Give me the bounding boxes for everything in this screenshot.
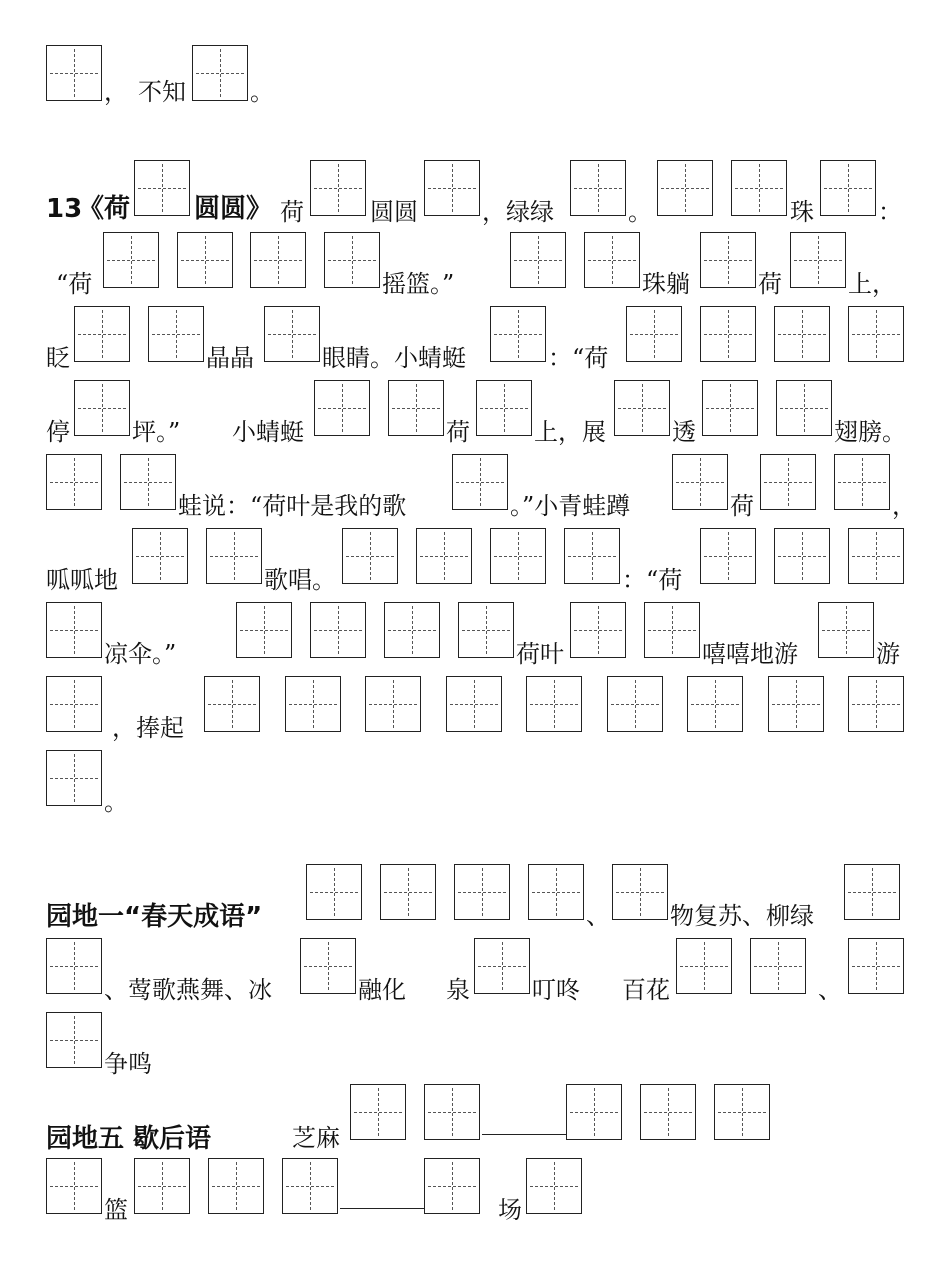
text: 荷叶: [516, 640, 564, 668]
writing-box[interactable]: [310, 602, 366, 658]
text: 游: [876, 640, 900, 668]
text: 、: [586, 902, 610, 930]
writing-box[interactable]: [818, 602, 874, 658]
text: ，捧起: [112, 714, 184, 742]
writing-box[interactable]: [208, 1158, 264, 1214]
writing-box[interactable]: [46, 1158, 102, 1214]
text: 百花: [622, 976, 670, 1004]
text: 叮咚: [532, 976, 580, 1004]
writing-box[interactable]: [526, 1158, 582, 1214]
text: 。: [628, 198, 652, 226]
text: ，: [104, 78, 128, 106]
writing-box[interactable]: [206, 528, 262, 584]
text: ：: [878, 198, 902, 226]
writing-box[interactable]: [687, 676, 743, 732]
writing-box[interactable]: [134, 1158, 190, 1214]
text: 争鸣: [104, 1050, 152, 1078]
writing-box[interactable]: [282, 1158, 338, 1214]
writing-box[interactable]: [324, 232, 380, 288]
section-heading: 园地一“春天成语”: [46, 902, 263, 932]
text: ：“荷: [622, 566, 683, 594]
writing-box[interactable]: [424, 1084, 480, 1140]
writing-box[interactable]: [458, 602, 514, 658]
text: 篮: [104, 1196, 128, 1224]
text: 上，: [848, 270, 896, 298]
writing-box[interactable]: [700, 232, 756, 288]
writing-box[interactable]: [848, 938, 904, 994]
writing-box[interactable]: [820, 160, 876, 216]
writing-box[interactable]: [424, 160, 480, 216]
writing-box[interactable]: [192, 45, 248, 101]
text: 凉伞。”: [104, 640, 177, 668]
writing-box[interactable]: [46, 454, 102, 510]
writing-box[interactable]: [314, 380, 370, 436]
writing-box[interactable]: [380, 864, 436, 920]
writing-box[interactable]: [236, 602, 292, 658]
writing-box[interactable]: [607, 676, 663, 732]
text: 荷: [446, 418, 470, 446]
writing-box[interactable]: [365, 676, 421, 732]
writing-box[interactable]: [120, 454, 176, 510]
connector-line: [482, 1134, 566, 1135]
writing-box[interactable]: [614, 380, 670, 436]
writing-box[interactable]: [570, 602, 626, 658]
writing-box[interactable]: [848, 528, 904, 584]
text: 不知: [138, 78, 186, 106]
writing-box[interactable]: [676, 938, 732, 994]
writing-box[interactable]: [490, 528, 546, 584]
text: ，: [892, 492, 916, 520]
writing-box[interactable]: [476, 380, 532, 436]
writing-box[interactable]: [768, 676, 824, 732]
writing-box[interactable]: [640, 1084, 696, 1140]
writing-box[interactable]: [510, 232, 566, 288]
text: 晶晶: [206, 344, 254, 372]
writing-box[interactable]: [454, 864, 510, 920]
writing-box[interactable]: [264, 306, 320, 362]
writing-box[interactable]: [528, 864, 584, 920]
writing-box[interactable]: [490, 306, 546, 362]
text: 眼睛。小蜻蜓: [322, 344, 466, 372]
writing-box[interactable]: [702, 380, 758, 436]
text: 物复苏、柳绿: [670, 902, 814, 930]
text: 上，展: [534, 418, 606, 446]
text: 。: [250, 78, 274, 106]
lesson-title-open: 《荷: [78, 194, 131, 224]
writing-box[interactable]: [300, 938, 356, 994]
writing-box[interactable]: [452, 454, 508, 510]
writing-box[interactable]: [134, 160, 190, 216]
connector-line: [340, 1208, 424, 1209]
text: 珠躺: [642, 270, 690, 298]
writing-box[interactable]: [306, 864, 362, 920]
text: 圆圆: [370, 198, 418, 226]
text: 停: [46, 418, 70, 446]
lesson-number: 13: [46, 194, 83, 224]
writing-box[interactable]: [74, 306, 130, 362]
writing-box[interactable]: [46, 1012, 102, 1068]
writing-box[interactable]: [46, 938, 102, 994]
writing-box[interactable]: [46, 750, 102, 806]
writing-box[interactable]: [474, 938, 530, 994]
text: “荷: [56, 270, 93, 298]
writing-box[interactable]: [848, 676, 904, 732]
text: 、: [818, 976, 842, 1004]
writing-box[interactable]: [700, 528, 756, 584]
text: ：“荷: [548, 344, 609, 372]
writing-box[interactable]: [776, 380, 832, 436]
writing-box[interactable]: [46, 676, 102, 732]
writing-box[interactable]: [384, 602, 440, 658]
writing-box[interactable]: [731, 160, 787, 216]
writing-box[interactable]: [177, 232, 233, 288]
writing-box[interactable]: [250, 232, 306, 288]
text: 眨: [46, 344, 70, 372]
text: 摇篮。”: [382, 270, 455, 298]
writing-box[interactable]: [74, 380, 130, 436]
text: 小蜻蜓: [232, 418, 304, 446]
writing-box[interactable]: [584, 232, 640, 288]
writing-box[interactable]: [844, 864, 900, 920]
text: 、莺歌燕舞、冰: [104, 976, 272, 1004]
writing-box[interactable]: [644, 602, 700, 658]
writing-box[interactable]: [626, 306, 682, 362]
text: 坪。”: [132, 418, 181, 446]
writing-box[interactable]: [790, 232, 846, 288]
writing-box[interactable]: [148, 306, 204, 362]
text: 珠: [790, 198, 814, 226]
text: 融化: [358, 976, 406, 1004]
writing-box[interactable]: [714, 1084, 770, 1140]
writing-box[interactable]: [204, 676, 260, 732]
writing-box[interactable]: [46, 602, 102, 658]
writing-box[interactable]: [342, 528, 398, 584]
text: 呱呱地: [46, 566, 118, 594]
writing-box[interactable]: [446, 676, 502, 732]
writing-box[interactable]: [834, 454, 890, 510]
text: 。: [104, 788, 128, 816]
writing-box[interactable]: [424, 1158, 480, 1214]
writing-box[interactable]: [132, 528, 188, 584]
writing-box[interactable]: [310, 160, 366, 216]
text: 荷: [758, 270, 782, 298]
writing-box[interactable]: [526, 676, 582, 732]
text: 场: [498, 1196, 522, 1224]
writing-box[interactable]: [700, 306, 756, 362]
writing-box[interactable]: [564, 528, 620, 584]
section-heading: 园地五 歇后语: [46, 1124, 212, 1154]
text: 透: [672, 418, 696, 446]
writing-box[interactable]: [416, 528, 472, 584]
text: 嘻嘻地游: [702, 640, 798, 668]
writing-box[interactable]: [103, 232, 159, 288]
writing-box[interactable]: [760, 454, 816, 510]
writing-box[interactable]: [657, 160, 713, 216]
text: 歌唱。: [264, 566, 336, 594]
text: 芝麻: [292, 1124, 340, 1152]
writing-box[interactable]: [848, 306, 904, 362]
text: 蛙说：“荷叶是我的歌: [178, 492, 407, 520]
lesson-title-close: 圆圆》: [194, 194, 273, 224]
text: 泉: [446, 976, 470, 1004]
writing-box[interactable]: [570, 160, 626, 216]
writing-box[interactable]: [612, 864, 668, 920]
writing-box[interactable]: [750, 938, 806, 994]
writing-box[interactable]: [46, 45, 102, 101]
writing-box[interactable]: [566, 1084, 622, 1140]
writing-box[interactable]: [285, 676, 341, 732]
text: ，绿绿: [482, 198, 554, 226]
text: 翅膀。: [834, 418, 906, 446]
text: 荷: [730, 492, 754, 520]
text: 。”小青蛙蹲: [510, 492, 631, 520]
writing-box[interactable]: [350, 1084, 406, 1140]
writing-box[interactable]: [388, 380, 444, 436]
writing-box[interactable]: [774, 528, 830, 584]
writing-box[interactable]: [774, 306, 830, 362]
text: 荷: [280, 198, 304, 226]
writing-box[interactable]: [672, 454, 728, 510]
